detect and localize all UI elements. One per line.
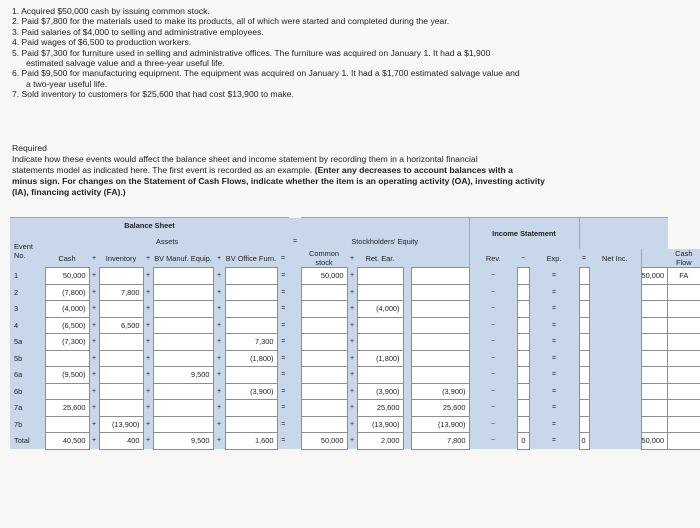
col-bv-manuf-equip: BV Manuf. Equip. [153,249,213,268]
net-inc-input[interactable]: 0 [579,433,589,450]
exp-input[interactable] [517,416,529,433]
op-minus: − [469,416,517,433]
inventory-input[interactable]: (13,900) [99,416,143,433]
required-line-2 [12,165,696,176]
op-minus: − [469,367,517,384]
col-exp: Exp. [529,249,579,268]
op-plus: + [347,433,357,450]
op-equals: = [277,334,289,351]
cash-flow-activity-input[interactable] [668,416,700,433]
exp-input[interactable] [517,284,529,301]
common-stock-input[interactable] [301,367,347,384]
op-plus: + [89,317,99,334]
rev-input[interactable] [411,367,469,384]
cash-flow-input[interactable]: 50,000 [641,268,668,285]
bv-manuf-equip-input[interactable] [153,301,213,318]
inventory-input[interactable] [99,268,143,285]
required-line-3 [12,176,696,187]
ret-ear-input[interactable]: (1,800) [357,350,403,367]
col-inventory: Inventory [99,249,143,268]
rev-input[interactable]: 25,600 [411,400,469,417]
exp-input[interactable] [517,383,529,400]
ret-ear-input[interactable]: (3,900) [357,383,403,400]
cash-flow-input[interactable] [641,350,668,367]
exp-input[interactable] [517,301,529,318]
rev-input[interactable] [411,268,469,285]
required-line-4 [12,187,696,198]
cash-flow-activity-input[interactable] [668,317,700,334]
op-plus: + [89,383,99,400]
required-line-1: Indicate how these events would affect the balance sheet and income statement by recording them in a horizontal financial [12,154,478,164]
cash-flow-activity-input[interactable] [668,334,700,351]
inventory-input[interactable]: 400 [99,433,143,450]
op-equals: = [277,249,289,268]
op-plus: + [143,350,153,367]
cash-flow-input[interactable] [641,284,668,301]
event-7: 7. Sold inventory to customers for $25,600 that had cost $13,900 to make. [12,89,294,100]
op-plus: + [213,416,225,433]
ret-ear-input[interactable] [357,317,403,334]
op-equals: = [277,284,289,301]
event-1: 1. Acquired $50,000 cash by issuing common stock. [12,6,210,16]
op-plus: + [213,317,225,334]
op-plus: + [89,268,99,285]
cash-flow-activity-input[interactable] [668,367,700,384]
op-equals: = [529,416,579,433]
op-plus: + [89,416,99,433]
col-ret-ear: Ret. Ear. [357,249,403,268]
op-plus: + [347,268,357,285]
op-plus: + [213,268,225,285]
balance-sheet-header: Balance Sheet [10,218,289,234]
bv-office-furn-input[interactable] [225,284,277,301]
inventory-input[interactable] [99,367,143,384]
required-line-2-bold: (Enter any decreases to account balances with a [314,165,513,175]
cash-flow-activity-input[interactable] [668,433,700,450]
op-equals: = [277,268,289,285]
cash-input[interactable]: 50,000 [45,268,89,285]
op-plus: + [347,383,357,400]
cash-flow-input[interactable] [641,334,668,351]
rev-input[interactable]: (13,900) [411,416,469,433]
ret-ear-input[interactable] [357,334,403,351]
event-5-cont: estimated salvage value and a three-year useful life. [26,58,225,69]
inventory-input[interactable] [99,383,143,400]
ret-ear-input[interactable]: (13,900) [357,416,403,433]
op-equals: = [277,383,289,400]
required-section [12,143,696,198]
op-minus: − [469,301,517,318]
table-row [10,350,700,367]
net-inc-input[interactable] [579,383,589,400]
cash-input[interactable] [45,350,89,367]
net-inc-input[interactable] [579,334,589,351]
col-common-stock: Common stock [301,249,347,268]
cash-flow-activity-input[interactable] [668,350,700,367]
cash-input[interactable]: (9,500) [45,367,89,384]
net-inc-input[interactable] [579,317,589,334]
op-minus: − [469,433,517,450]
op-plus: + [143,400,153,417]
col-cash: Cash [45,249,89,268]
event-number: 6a [10,367,39,384]
op-plus: + [347,350,357,367]
op-plus: + [347,301,357,318]
rev-input[interactable] [411,284,469,301]
event-number: Total [10,433,39,450]
table-row [10,367,700,384]
op-plus: + [143,334,153,351]
table-row [10,284,700,301]
event-5: 5. Paid $7,300 for furniture used in selling and administrative offices. The furniture was acquired on January 1. It had a $1,900 [12,47,491,58]
op-equals: = [529,301,579,318]
required-line-2-plain: statements model as indicated here. The first event is recorded as an example. [12,165,315,175]
net-inc-input[interactable] [579,350,589,367]
ret-ear-input[interactable] [357,284,403,301]
op-plus: + [143,433,153,450]
op-plus: + [89,400,99,417]
inventory-input[interactable]: 6,500 [99,317,143,334]
cash-flow-input[interactable]: 50,000 [641,433,668,450]
table-row [10,416,700,433]
op-plus: + [213,350,225,367]
table-row [10,400,700,417]
op-plus: + [213,284,225,301]
exp-input[interactable] [517,367,529,384]
net-inc-input[interactable] [579,416,589,433]
cash-flow-input[interactable] [641,301,668,318]
op-equals: = [579,249,589,268]
bv-manuf-equip-input[interactable] [153,400,213,417]
bv-manuf-equip-input[interactable]: 9,500 [153,433,213,450]
col-net-inc: Net Inc. [589,249,641,268]
bv-manuf-equip-input[interactable]: 9,500 [153,367,213,384]
op-equals: = [529,350,579,367]
op-equals: = [277,301,289,318]
op-plus: + [89,249,99,268]
cash-flow-input[interactable] [641,317,668,334]
cash-input[interactable]: (7,800) [45,284,89,301]
bv-office-furn-input[interactable]: 1,600 [225,433,277,450]
op-plus: + [89,367,99,384]
op-plus: + [89,334,99,351]
op-plus: + [143,249,153,268]
bv-office-furn-input[interactable] [225,301,277,318]
rev-input[interactable]: (3,900) [411,383,469,400]
op-minus: − [469,284,517,301]
event-6: 6. Paid $9,500 for manufacturing equipment. The equipment was acquired on January 1. It had a $1,700 estimated salvage value and [12,68,520,79]
op-plus: + [143,416,153,433]
op-equals: = [529,433,579,450]
op-equals: = [529,367,579,384]
event-2: 2. Paid $7,800 for the materials used to make its products, all of which were started and completed during the year. [12,16,450,27]
event-4: 4. Paid wages of $6,500 to production workers. [12,37,192,48]
rev-input[interactable] [411,350,469,367]
cash-flow-activity-input[interactable] [668,383,700,400]
table-row [10,433,700,450]
assets-header: Assets [45,234,289,250]
cash-input[interactable]: (4,000) [45,301,89,318]
op-minus: − [469,383,517,400]
event-number: 6b [10,383,39,400]
net-inc-input[interactable] [579,367,589,384]
net-inc-input[interactable] [579,268,589,285]
cash-input[interactable]: (7,300) [45,334,89,351]
exp-input[interactable]: 0 [517,433,529,450]
inventory-input[interactable] [99,350,143,367]
net-inc-input[interactable] [579,301,589,318]
net-inc-input[interactable] [579,400,589,417]
equals-header: = [289,234,301,250]
financial-statements-model [10,217,700,450]
ret-ear-input[interactable]: 25,600 [357,400,403,417]
event-number: 5b [10,350,39,367]
op-equals: = [277,350,289,367]
event-6-cont: a two-year useful life. [26,78,108,89]
bv-office-furn-input[interactable] [225,367,277,384]
income-statement-header: Income Statement [469,218,579,250]
ret-ear-input[interactable] [357,268,403,285]
bv-office-furn-input[interactable]: 7,300 [225,334,277,351]
common-stock-input[interactable] [301,284,347,301]
op-equals: = [529,284,579,301]
rev-input[interactable] [411,334,469,351]
event-number: 5a [10,334,39,351]
rev-input[interactable] [411,317,469,334]
op-equals: = [277,416,289,433]
ret-ear-input[interactable] [357,367,403,384]
event-number: 2 [10,284,39,301]
inventory-input[interactable] [99,334,143,351]
ret-ear-input[interactable]: 2,000 [357,433,403,450]
exp-input[interactable] [517,268,529,285]
op-equals: = [277,317,289,334]
event-no-header: Event No. [10,234,45,268]
op-plus: + [143,317,153,334]
event-list [12,6,696,100]
op-plus: + [213,301,225,318]
op-plus: + [347,416,357,433]
op-plus: + [213,400,225,417]
bv-manuf-equip-input[interactable] [153,334,213,351]
common-stock-input[interactable] [301,334,347,351]
op-plus: + [143,284,153,301]
table-row [10,301,700,318]
col-rev: Rev. [469,249,517,268]
required-line-4-bold: (IA), financing activity (FA).) [12,187,126,197]
op-plus: + [143,367,153,384]
op-minus: − [469,400,517,417]
op-plus: + [143,268,153,285]
op-plus: + [347,367,357,384]
event-3: 3. Paid salaries of $4,000 to selling and administrative employees. [12,26,264,37]
bv-manuf-equip-input[interactable] [153,416,213,433]
op-plus: + [213,334,225,351]
stockholders-equity-header: Stockholders' Equity [301,234,469,250]
cash-flow-input[interactable] [641,416,668,433]
exp-input[interactable] [517,317,529,334]
common-stock-input[interactable] [301,416,347,433]
op-plus: + [89,350,99,367]
op-plus: + [213,383,225,400]
bv-office-furn-input[interactable]: (3,900) [225,383,277,400]
rev-input[interactable]: 7,800 [411,433,469,450]
inventory-input[interactable]: 7,800 [99,284,143,301]
cash-flow-input[interactable] [641,367,668,384]
required-heading: Required [12,143,47,153]
op-plus: + [89,433,99,450]
cash-input[interactable]: 25,600 [45,400,89,417]
inventory-input[interactable] [99,301,143,318]
exp-input[interactable] [517,334,529,351]
common-stock-input[interactable] [301,350,347,367]
cash-input[interactable]: (6,500) [45,317,89,334]
common-stock-input[interactable] [301,400,347,417]
common-stock-input[interactable] [301,383,347,400]
table-row [10,334,700,351]
common-stock-input[interactable]: 50,000 [301,433,347,450]
exp-input[interactable] [517,350,529,367]
bv-office-furn-input[interactable] [225,317,277,334]
common-stock-input[interactable] [301,317,347,334]
common-stock-input[interactable] [301,301,347,318]
event-number: 7a [10,400,39,417]
op-equals: = [277,367,289,384]
event-number: 4 [10,317,39,334]
op-minus: − [517,249,529,268]
col-cash-flow: Cash Flow [668,249,700,268]
bv-manuf-equip-input[interactable] [153,317,213,334]
bv-office-furn-input[interactable]: (1,800) [225,350,277,367]
bv-office-furn-input[interactable] [225,268,277,285]
cash-flow-activity-input[interactable] [668,400,700,417]
inventory-input[interactable] [99,400,143,417]
event-number: 7b [10,416,39,433]
cash-input[interactable] [45,416,89,433]
op-minus: − [469,317,517,334]
bv-office-furn-input[interactable] [225,416,277,433]
bv-manuf-equip-input[interactable] [153,268,213,285]
op-equals: = [529,400,579,417]
op-equals: = [529,317,579,334]
op-minus: − [469,268,517,285]
bv-manuf-equip-input[interactable] [153,284,213,301]
cash-flow-activity-input[interactable] [668,301,700,318]
required-line-3-bold: minus sign. For changes on the Statement of Cash Flows, indicate whether the item is an operating activity (OA), investing activity [12,176,545,186]
op-plus: + [89,301,99,318]
ret-ear-input[interactable]: (4,000) [357,301,403,318]
bv-manuf-equip-input[interactable] [153,350,213,367]
op-equals: = [529,334,579,351]
cash-input[interactable] [45,383,89,400]
cash-flow-input[interactable] [641,383,668,400]
op-equals: = [277,433,289,450]
op-plus: + [347,284,357,301]
op-plus: + [347,334,357,351]
net-inc-input[interactable] [579,284,589,301]
op-minus: − [469,350,517,367]
cash-flow-activity-input[interactable]: FA [668,268,700,285]
rev-input[interactable] [411,301,469,318]
op-equals: = [529,268,579,285]
op-plus: + [347,317,357,334]
op-plus: + [213,249,225,268]
cash-flow-activity-input[interactable] [668,284,700,301]
op-plus: + [347,400,357,417]
table-row [10,268,700,285]
bv-office-furn-input[interactable] [225,400,277,417]
table-row [10,317,700,334]
op-plus: + [143,383,153,400]
exp-input[interactable] [517,400,529,417]
cash-flow-input[interactable] [641,400,668,417]
table-row [10,383,700,400]
col-bv-office-furn: BV Office Furn. [225,249,277,268]
event-number: 3 [10,301,39,318]
op-minus: − [469,334,517,351]
op-plus: + [89,284,99,301]
common-stock-input[interactable]: 50,000 [301,268,347,285]
op-plus: + [213,433,225,450]
op-plus: + [143,301,153,318]
cash-input[interactable]: 40,500 [45,433,89,450]
op-plus: + [213,367,225,384]
op-equals: = [529,383,579,400]
op-plus: + [347,249,357,268]
event-number: 1 [10,268,39,285]
op-equals: = [277,400,289,417]
bv-manuf-equip-input[interactable] [153,383,213,400]
